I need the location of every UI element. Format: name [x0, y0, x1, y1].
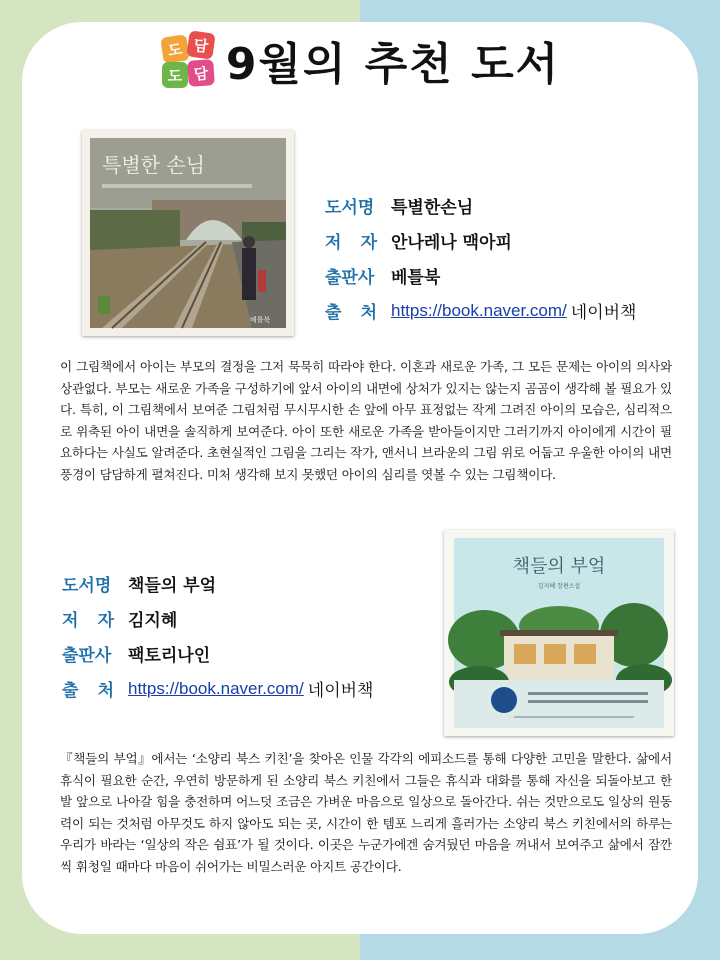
cover-title: 책들의 부엌 — [512, 556, 606, 577]
source-name: 네이버책 — [570, 303, 637, 323]
book-title-row — [62, 566, 373, 601]
book-description: 이 그림책에서 아이는 부모의 결정을 그저 묵묵히 따라야 한다. 이혼과 새로운 가족, 그 모든 문제는 아이의 의사와 상관없다. 부모는 새로운 가족을 구성하기에 앞서 아이의 내면에 상처가 있지는 않는지 곰곰이 생각해 볼 필요가 있다. 특히, 이 그림책에서 보여준 그림처럼 무시무시한 손 앞에 아무 표정없는 작게 그려진 아이의 모습은, 심리적으로 위축된 아이 내면을 솔직하게 보여준다. 아이 또한 새로운 가족을 받아들이지만 그러기까지 아이에게 시간이 필요하다는 사실도 알려준다. 초현실적인 그림을 그리는 작가, 앤서니 브라운의 그림 위로 어둡고 우울한 아이의 내면 풍경이 담담하게 펼쳐진다. 미처 생각해 보지 못했던 아이의 심리를 엿볼 수 있는 그림책이다. — [60, 359, 672, 482]
logo-tile: 도 — [160, 34, 189, 63]
cover-title: 특별한 손님 — [102, 153, 205, 177]
book-cover-illustration — [444, 530, 674, 736]
author-row — [325, 223, 636, 258]
book-author: 김지혜 — [128, 611, 178, 631]
book-description: 『책들의 부엌』에서는 ‘소양리 북스 키친’을 찾아온 인물 각각의 에피소드를 통해 다양한 고민을 말한다. 삶에서 휴식이 필요한 순간, 우연히 방문하게 된 소양리 북스 키친에서 그들은 휴식과 대화를 통해 자신을 되돌아보고 한 발 앞으로 나아갈 힘을 충전하며 어느덧 조금은 가벼운 마음으로 일상으로 돌아간다. 쉬는 것만으로도 일상의 원동력이 되는 것처럼 아무것도 하지 않아도 되는 곳, 시간이 한 템포 느리게 흘러가는 소양리 북스 키친에서의 하루는 우리가 바라는 ‘일상의 작은 쉼표’가 될 것이다. 이곳은 누군가에겐 숨겨뒀던 마음을 꺼내서 보여주고 삶에서 잠깐씩 휘청일 때마다 마음이 쉬어가는 비밀스러운 아지트 공간이다. — [60, 751, 672, 874]
publisher-row — [325, 258, 636, 293]
author-row — [62, 601, 373, 636]
book-info-special-guest — [325, 188, 636, 328]
source-row — [62, 671, 373, 706]
book-publisher: 팩토리나인 — [128, 646, 211, 666]
title-label: 도서명 — [325, 198, 375, 218]
logo-tile: 담 — [186, 30, 215, 59]
page-title: 9월의 추천 도서 — [225, 39, 561, 90]
book-title-row — [325, 188, 636, 223]
book-publisher: 베틀북 — [391, 268, 441, 288]
source-name: 네이버책 — [307, 681, 374, 701]
logo-tile: 도 — [162, 62, 188, 88]
source-link[interactable]: https://book.naver.com/ — [391, 300, 567, 320]
book-cover-kitchen-of-books[interactable] — [444, 530, 674, 736]
book-author: 안나레나 맥아피 — [391, 233, 512, 253]
source-label: 출 처 — [62, 681, 114, 701]
publisher-row — [62, 636, 373, 671]
book-info-kitchen-of-books — [62, 566, 373, 706]
author-label: 저 자 — [325, 233, 377, 253]
book-cover-illustration — [82, 130, 294, 336]
title-label: 도서명 — [62, 576, 112, 596]
source-row — [325, 293, 636, 328]
publisher-label: 출판사 — [62, 646, 112, 666]
book-title: 특별한손님 — [391, 198, 474, 218]
dodam-logo — [160, 32, 216, 88]
source-label: 출 처 — [325, 303, 377, 323]
author-label: 저 자 — [62, 611, 114, 631]
publisher-label: 출판사 — [325, 268, 375, 288]
book-title: 책들의 부엌 — [128, 576, 217, 596]
cover-author: 김지혜 장편소설 — [537, 583, 581, 590]
cover-publisher: 베틀북 — [250, 316, 271, 324]
source-link[interactable]: https://book.naver.com/ — [128, 678, 304, 698]
book-cover-special-guest[interactable] — [82, 130, 294, 336]
logo-tile: 담 — [187, 59, 215, 87]
header — [0, 30, 720, 90]
